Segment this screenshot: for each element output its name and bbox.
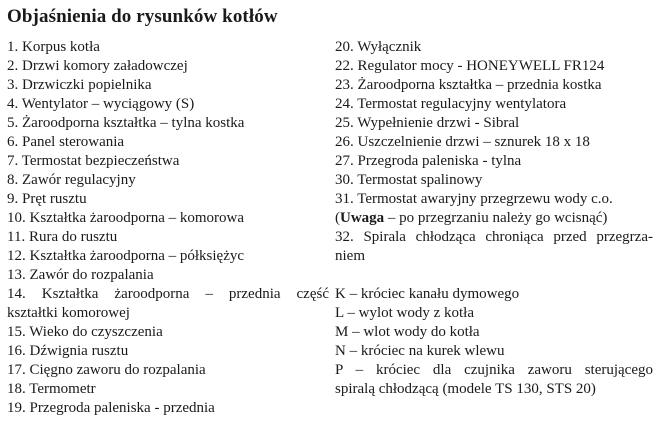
legend-item: 3. Drzwiczki popielnika (7, 77, 152, 93)
legend-item: 15. Wieko do czyszczenia (7, 324, 163, 340)
warning-text: – po przegrzaniu należy go wcisnąć) (384, 210, 608, 226)
warning-open-paren: ( (335, 210, 340, 226)
legend-item-continuation: niem (335, 248, 365, 264)
legend-item: 14. Kształtka żaroodporna – przednia część (7, 286, 329, 302)
legend-left-column (7, 38, 329, 418)
legend-item: 11. Rura do rusztu (7, 229, 118, 245)
legend-item: 30. Termostat spalinowy (335, 172, 483, 188)
legend-item: 27. Przegroda paleniska - tylna (335, 153, 522, 169)
legend-warning-note (335, 209, 653, 228)
legend-item: 4. Wentylator – wyciągowy (S) (7, 96, 195, 112)
legend-item: 10. Kształtka żaroodporna – komorowa (7, 210, 245, 226)
connector-item-continuation: spiralą chłodzącą (modele TS 130, STS 20) (335, 381, 596, 397)
legend-item: 19. Przegroda paleniska - przednia (7, 400, 215, 416)
legend-item: 12. Kształtka żaroodporna – półksiężyc (7, 248, 245, 264)
legend-item: 16. Dźwignia rusztu (7, 343, 129, 359)
connector-item: K – króciec kanału dymowego (335, 286, 520, 302)
legend-item: 18. Termometr (7, 381, 96, 397)
spacer (335, 266, 653, 285)
legend-item: 7. Termostat bezpieczeństwa (7, 153, 180, 169)
legend-item: 6. Panel sterowania (7, 134, 125, 150)
legend-item: 22. Regulator mocy - HONEYWELL FR124 (335, 58, 605, 74)
legend-item: 9. Pręt rusztu (7, 191, 87, 207)
connector-item: L – wylot wody z kotła (335, 305, 475, 321)
connector-item: M – wlot wody do kotła (335, 324, 480, 340)
legend-right-column (335, 38, 653, 399)
legend-item: 2. Drzwi komory załadowczej (7, 58, 188, 74)
legend-item: 26. Uszczelnienie drzwi – sznurek 18 x 18 (335, 134, 590, 150)
legend-item: 8. Zawór regulacyjny (7, 172, 136, 188)
legend-item: 23. Żaroodporna kształtka – przednia kostka (335, 77, 602, 93)
legend-item: 24. Termostat regulacyjny wentylatora (335, 96, 567, 112)
warning-label: Uwaga (340, 210, 385, 226)
legend-item: 31. Termostat awaryjny przegrzewu wody c.o. (335, 191, 613, 207)
page-title: Objaśnienia do rysunków kotłów (7, 6, 278, 27)
connector-item: P – króciec dla czujnika zaworu sterującego (335, 362, 653, 378)
connector-item: N – króciec na kurek wlewu (335, 343, 505, 359)
legend-item: 5. Żaroodporna kształtka – tylna kostka (7, 115, 245, 131)
legend-item: 20. Wyłącznik (335, 39, 422, 55)
legend-item: 17. Cięgno zaworu do rozpalania (7, 362, 206, 378)
legend-item: 13. Zawór do rozpalania (7, 267, 154, 283)
legend-item-continuation: kształtki komorowej (7, 305, 130, 321)
legend-item: 1. Korpus kotła (7, 39, 100, 55)
legend-item: 25. Wypełnienie drzwi - Sibral (335, 115, 520, 131)
legend-item: 32. Spirala chłodząca chroniąca przed przegrza- (335, 229, 653, 245)
